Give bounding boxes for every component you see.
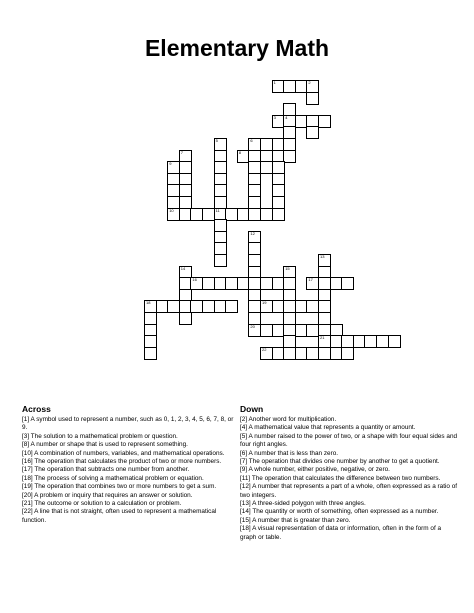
grid-cell[interactable] — [318, 115, 331, 128]
grid-cell[interactable] — [306, 126, 319, 139]
grid-cell[interactable] — [225, 300, 238, 313]
down-clue-list — [240, 416, 458, 542]
cell-number: 17 — [308, 277, 313, 283]
cell-number: 6 — [250, 138, 253, 143]
cell-number: 2 — [308, 80, 311, 85]
cell-number: 15 — [285, 265, 290, 271]
across-clue: [3] The solution to a mathematical problem or question. — [22, 432, 178, 440]
cell-number: 18 — [146, 300, 151, 306]
cell-number: 3 — [273, 114, 276, 120]
down-clue: [15] A number that is greater than zero. — [240, 516, 351, 524]
cell-number: 16 — [192, 277, 197, 283]
down-clue: [14] The quantity or worth of something, often expressed as a number. — [240, 508, 439, 516]
down-clue: [13] A three-sided polygon with three angles. — [240, 500, 366, 508]
cell-number: 4 — [285, 114, 288, 120]
cell-number: 22 — [262, 346, 267, 352]
cell-number: 7 — [180, 149, 184, 155]
cell-number: 1 — [273, 80, 276, 85]
down-heading: Down — [240, 404, 264, 414]
down-clues — [240, 404, 458, 542]
across-heading: Across — [22, 404, 51, 414]
grid-cell[interactable] — [341, 277, 354, 290]
down-clue: [11] The operation that calculates the difference between two numbers. — [240, 474, 441, 482]
grid-cell[interactable] — [272, 208, 285, 221]
cell-number: 21 — [320, 335, 325, 341]
cell-number: 8 — [238, 149, 242, 155]
cell-number: 10 — [169, 207, 174, 213]
across-clue: [8] A number or shape that is used to represent something. — [22, 441, 188, 449]
cell-number: 12 — [250, 230, 255, 236]
down-clue: [5] A number raised to the power of two, or a shape with four equal sides and four right angles. — [240, 432, 458, 449]
grid-cell[interactable] — [341, 347, 354, 360]
grid-cell[interactable] — [306, 92, 319, 105]
grid-cell[interactable] — [388, 335, 401, 348]
cell-number: 20 — [250, 323, 255, 329]
across-clue: [20] A problem or inquiry that requires an answer or solution. — [22, 491, 193, 499]
across-clues — [22, 404, 240, 525]
cell-number: 19 — [262, 300, 267, 306]
cell-number: 9 — [169, 161, 172, 167]
down-clue: [4] A mathematical value that represents a quantity or amount. — [240, 424, 416, 432]
across-clue: [1] A symbol used to represent a number, such as 0, 1, 2, 3, 4, 5, 6, 7, 8, or 9. — [22, 416, 234, 432]
across-clue: [19] The operation that combines two or more numbers to get a sum. — [22, 483, 217, 491]
across-clue: [17] The operation that subtracts one number from another. — [22, 466, 190, 474]
puzzle-title: Elementary Math — [144, 35, 330, 61]
cell-number: 14 — [180, 265, 186, 271]
across-clue: [10] A combination of numbers, variables, and mathematical operations. — [22, 449, 225, 457]
down-clue: [2] Another word for multiplication. — [240, 416, 337, 423]
down-clue: [6] A number that is less than zero. — [240, 449, 339, 457]
across-clue: [18] The process of solving a mathematical problem or equation. — [22, 474, 204, 482]
grid-cell[interactable] — [144, 347, 157, 360]
across-clue: [16] The operation that calculates the product of two or more numbers. — [22, 458, 222, 466]
cell-number: 11 — [215, 207, 220, 213]
across-clue-list — [22, 416, 240, 525]
grid-cell[interactable] — [179, 312, 192, 325]
down-clue: [18] A visual representation of data or information, often in the form of a graph or table. — [240, 525, 442, 541]
across-clue: [22] A line that is not straight, often used to represent a mathematical function. — [22, 508, 217, 524]
down-clue: [7] The operation that divides one number by another to get a quotient. — [240, 458, 440, 466]
cell-number: 5 — [215, 138, 218, 143]
down-clue: [9] A whole number, either positive, negative, or zero. — [240, 466, 390, 474]
across-clue: [21] The outcome or solution to a calculation or problem. — [22, 500, 182, 508]
grid-cell[interactable] — [283, 150, 296, 163]
cell-number: 13 — [320, 254, 325, 259]
grid-cell[interactable] — [214, 254, 227, 267]
down-clue: [12] A number that represents a part of a whole, often expressed as a ratio of two integers. — [240, 483, 458, 499]
